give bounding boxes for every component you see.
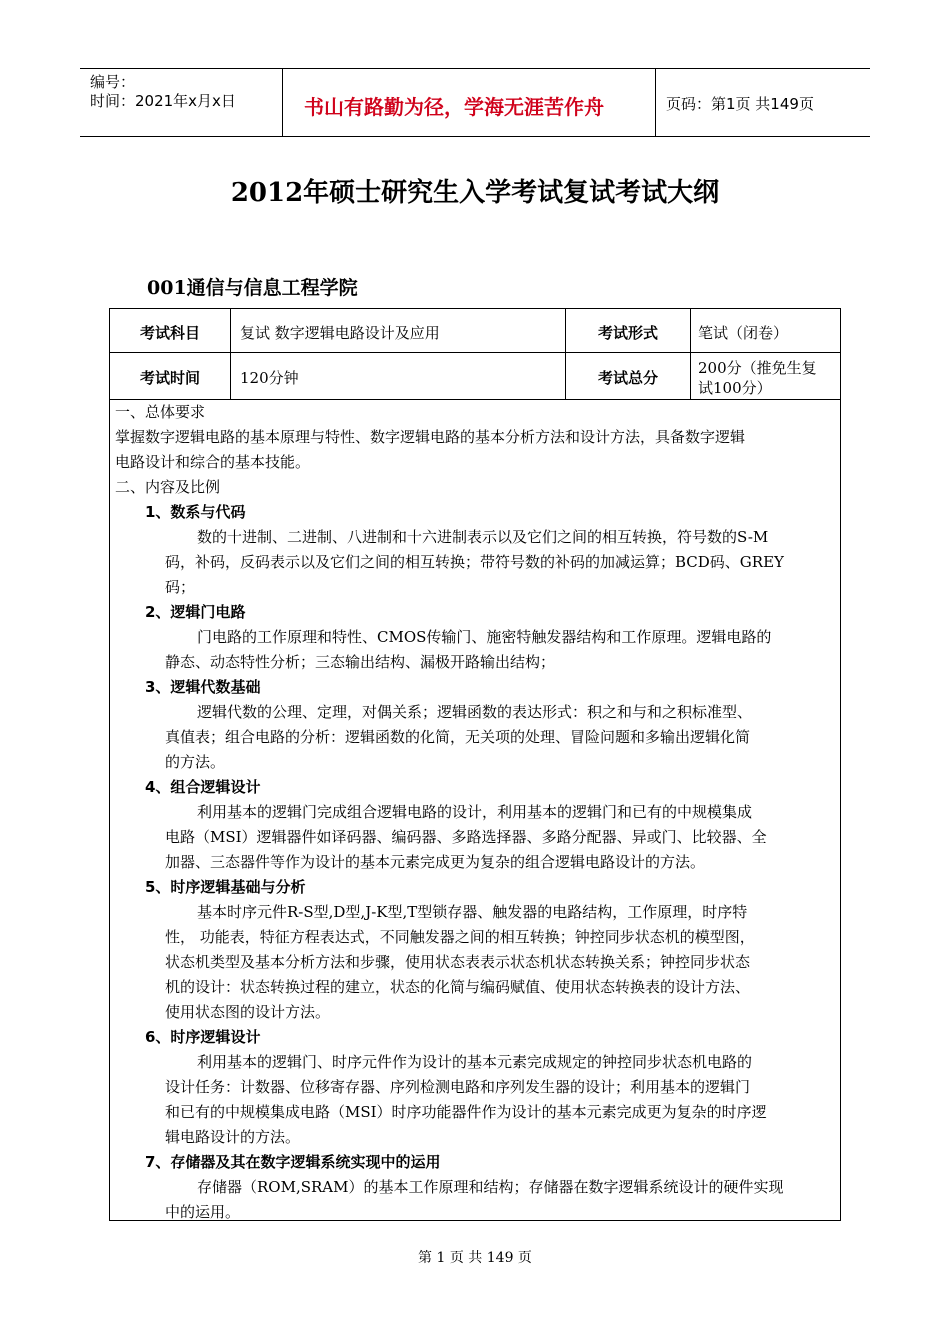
general-line: 电路设计和综合的基本技能。 (115, 453, 311, 471)
score-value-line1: 200分（推免生复 (698, 359, 817, 377)
topic-2-line: 静态、动态特性分析；三态输出结构、漏极开路输出结构； (165, 653, 556, 671)
general-line: 掌握数字逻辑电路的基本原理与特性、数字逻辑电路的基本分析方法和设计方法，具备数字逻辑 (115, 428, 746, 446)
topic-3-line: 真值表；组合电路的分析：逻辑函数的化简，无关项的处理、冒险问题和多输出逻辑化简 (165, 728, 751, 746)
page-title: 2012年硕士研究生入学考试复试考试大纲 (230, 178, 720, 208)
topic-6-line: 和已有的中规模集成电路（MSI）时序功能器件作为设计的基本元素完成更为复杂的时序逻 (165, 1103, 767, 1121)
topic-2-line: 门电路的工作原理和特性、CMOS传输门、施密特触发器结构和工作原理。逻辑电路的 (197, 628, 772, 646)
topic-5-line: 机的设计：状态转换过程的建立，状态的化简与编码赋值、使用状态转换表的设计方法、 (165, 978, 751, 996)
document-number: 编号： (90, 73, 136, 91)
topic-1-line: 码，补码，反码表示以及它们之间的相互转换；带符号数的补码的加减运算；BCD码、GREY (165, 553, 784, 571)
topic-4-title: 4、组合逻辑设计 (145, 778, 261, 796)
page-footer: 第 1 页 共 149 页 (418, 1250, 532, 1266)
topic-3-line: 逻辑代数的公理、定理，对偶关系；逻辑函数的表达形式：积之和与和之积标准型、 (197, 703, 753, 721)
topic-1-line: 数的十进制、二进制、八进制和十六进制表示以及它们之间的相互转换，符号数的S-M (197, 528, 769, 546)
table-right-border (840, 308, 841, 1221)
header-divider-left (282, 68, 283, 137)
topic-6-line: 辑电路设计的方法。 (165, 1128, 301, 1146)
topic-7-line: 存储器（ROM,SRAM）的基本工作原理和结构；存储器在数字逻辑系统设计的硬件实现 (197, 1178, 784, 1196)
topic-5-title: 5、时序逻辑基础与分析 (145, 878, 306, 896)
time-value: 120分钟 (240, 369, 299, 387)
topic-2-title: 2、逻辑门电路 (145, 603, 246, 621)
topic-1-line: 码； (165, 578, 196, 596)
form-value: 笔试（闭卷） (698, 324, 789, 342)
table-row1-border (109, 352, 841, 353)
time-label: 考试时间 (139, 369, 200, 387)
table-left-border (109, 308, 110, 1221)
section-title: 001通信与信息工程学院 (147, 277, 358, 299)
document-date: 时间：2021年x月x日 (90, 92, 236, 110)
score-label: 考试总分 (597, 369, 658, 387)
topic-4-line: 利用基本的逻辑门完成组合逻辑电路的设计，利用基本的逻辑门和已有的中规模集成 (197, 803, 753, 821)
table-col3-border (690, 308, 691, 400)
page-info: 页码：第1页 共149页 (666, 95, 814, 113)
table-col1-border (230, 308, 231, 400)
topic-1-title: 1、数系与代码 (145, 503, 246, 521)
topic-5-line: 使用状态图的设计方法。 (165, 1003, 331, 1021)
subject-value: 复试 数字逻辑电路设计及应用 (240, 324, 440, 342)
topic-6-title: 6、时序逻辑设计 (145, 1028, 261, 1046)
topic-6-line: 设计任务：计数器、位移寄存器、序列检测电路和序列发生器的设计；利用基本的逻辑门 (165, 1078, 751, 1096)
topic-5-line: 状态机类型及基本分析方法和步骤，使用状态表表示状态机状态转换关系；钟控同步状态 (165, 953, 751, 971)
form-label: 考试形式 (597, 324, 658, 342)
topic-3-line: 的方法。 (165, 753, 226, 771)
topic-7-title: 7、存储器及其在数字逻辑系统实现中的运用 (145, 1153, 441, 1171)
table-top-border (109, 308, 841, 309)
score-value-line2: 试100分） (698, 379, 772, 397)
topic-6-line: 利用基本的逻辑门、时序元件作为设计的基本元素完成规定的钟控同步状态机电路的 (197, 1053, 753, 1071)
topic-3-title: 3、逻辑代数基础 (145, 678, 261, 696)
syllabus-content (115, 400, 835, 1225)
header-divider-right (655, 68, 656, 137)
topic-7-line: 中的运用。 (165, 1203, 241, 1221)
topic-5-line: 性， 功能表，特征方程表达式，不同触发器之间的相互转换；钟控同步状态机的模型图， (165, 928, 755, 946)
header-bottom-border (80, 136, 870, 137)
topic-4-line: 加器、三态器件等作为设计的基本元素完成更为复杂的组合逻辑电路设计的方法。 (165, 853, 706, 871)
scope-heading: 二、内容及比例 (115, 478, 221, 496)
header-top-border (80, 68, 870, 69)
general-heading: 一、总体要求 (115, 403, 206, 421)
subject-label: 考试科目 (139, 324, 200, 342)
motto: 书山有路勤为径，学海无涯苦作舟 (304, 95, 604, 119)
topic-5-line: 基本时序元件R-S型,D型,J-K型,T型锁存器、触发器的电路结构，工作原理，时序特 (197, 903, 748, 921)
topic-4-line: 电路（MSI）逻辑器件如译码器、编码器、多路选择器、多路分配器、异或门、比较器、全 (165, 828, 767, 846)
